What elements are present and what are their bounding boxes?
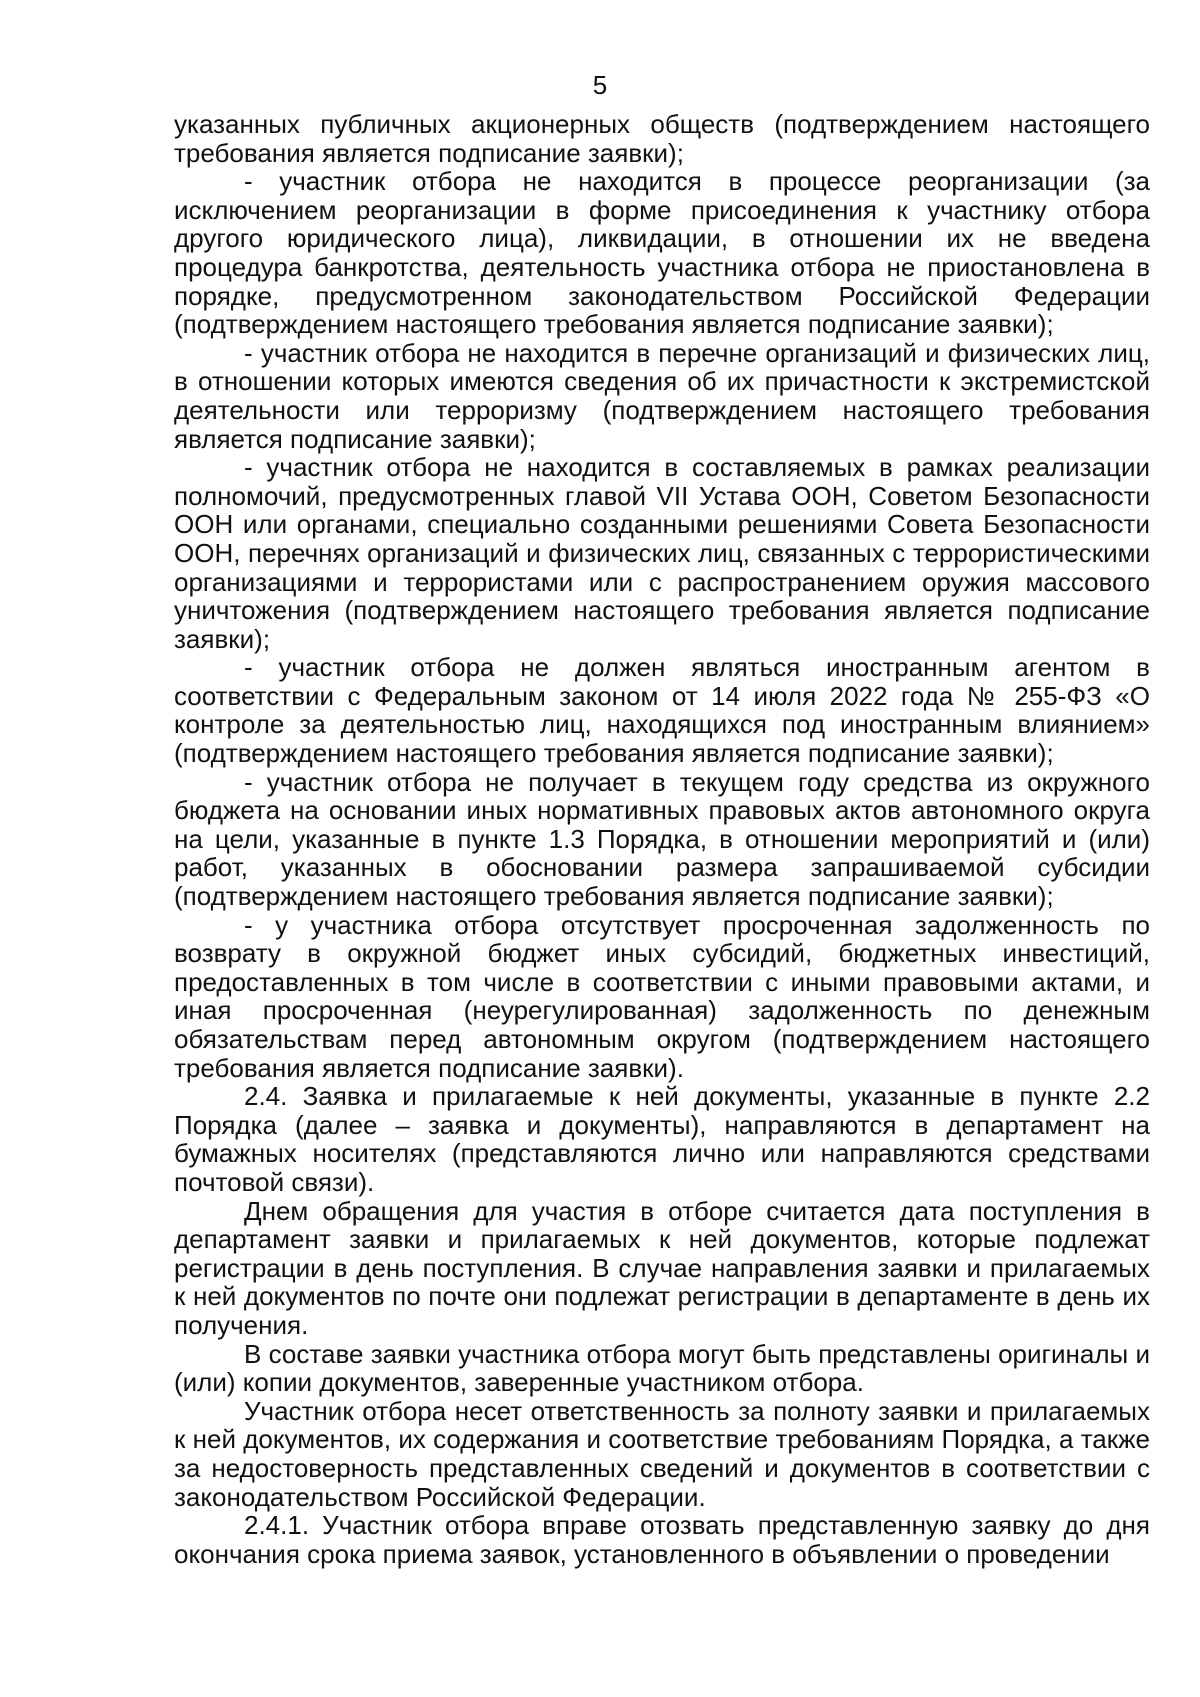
paragraph: - участник отбора не находится в составляемых в рамках реализации полномочий, предусмотренных главой VII Устава ООН, Советом Безопасности ООН или органами, специально созданными решениями Совета Безопасности ООН, перечнях организаций и физических лиц, связанных с террористическими организациями и террористами или с распространением оружия массового уничтожения (подтверждением настоящего требования является подписание заявки); bbox=[174, 452, 1150, 654]
paragraph: 2.4.1. Участник отбора вправе отозвать представленную заявку до дня окончания срока приема заявок, установленного в объявлении о проведении bbox=[174, 1510, 1150, 1569]
paragraph: Днем обращения для участия в отборе считается дата поступления в департамент заявки и прилагаемых к ней документов, которые подлежат регистрации в день поступления. В случае направления заявки и прилагаемых к ней документов по почте они подлежат регистрации в департаменте в день их получения. bbox=[174, 1195, 1150, 1340]
paragraph: Участник отбора несет ответственность за полноту заявки и прилагаемых к ней документов, их содержания и соответствие требованиям Порядка, а также за недостоверность представленных сведений и документов в соответствии с законодательством Российской Федерации. bbox=[174, 1395, 1150, 1512]
document-body bbox=[174, 110, 1150, 1568]
paragraph: - участник отбора не находится в перечне организаций и физических лиц, в отношении которых имеются сведения об их причастности к экстремистской деятельности или терроризму (подтверждением настоящего требования является подписание заявки); bbox=[174, 337, 1150, 454]
paragraph: В составе заявки участника отбора могут быть представлены оригиналы и (или) копии документов, заверенные участником отбора. bbox=[174, 1338, 1150, 1398]
paragraph: - участник отбора не получает в текущем году средства из окружного бюджета на основании иных нормативных правовых актов автономного округа на цели, указанные в пункте 1.3 Порядка, в отношении мероприятий и (или) работ, указанных в обосновании размера запрашиваемой субсидии (подтверждением настоящего требования является подписание заявки); bbox=[174, 766, 1150, 912]
paragraph: - участник отбора не должен являться иностранным агентом в соответствии с Федеральным законом от 14 июля 2022 года № 255-ФЗ «О контроле за деятельностью лиц, находящихся под иностранным влиянием» (подтверждением настоящего требования является подписание заявки); bbox=[174, 652, 1150, 769]
paragraph: указанных публичных акционерных обществ (подтверждением настоящего требования является подписание заявки); bbox=[174, 109, 1150, 168]
paragraph: - участник отбора не находится в процессе реорганизации (за исключением реорганизации в форме присоединения к участнику отбора другого юридического лица), ликвидации, в отношении их не введена процедура банкротства, деятельность участника отбора не приостановлена в порядке, предусмотренном законодательством Российской Федерации (подтверждением настоящего требования является подписание заявки); bbox=[174, 166, 1150, 340]
paragraph: - у участника отбора отсутствует просроченная задолженность по возврату в окружной бюджет иных субсидий, бюджетных инвестиций, предоставленных в том числе в соответствии с иными правовыми актами, и иная просроченная (неурегулированная) задолженность по денежным обязательствам перед автономным округом (подтверждением настоящего требования является подписание заявки). bbox=[174, 909, 1150, 1083]
page-number: 5 bbox=[592, 70, 608, 100]
paragraph: 2.4. Заявка и прилагаемые к ней документы, указанные в пункте 2.2 Порядка (далее – заявка и документы), направляются в департамент на бумажных носителях (представляются лично или направляются средствами почтовой связи). bbox=[174, 1081, 1150, 1197]
